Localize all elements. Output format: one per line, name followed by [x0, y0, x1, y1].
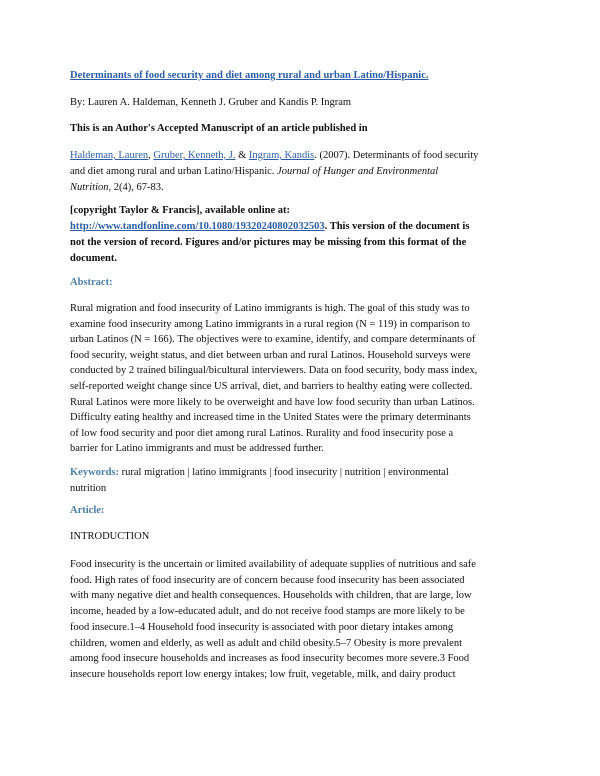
abstract-line: Rural migration and food insecurity of Latino immigrants is high. The goal of this study was to [70, 303, 470, 314]
citation-separator: & [235, 150, 249, 161]
abstract-heading: Abstract: [70, 277, 113, 288]
body-line: income, headed by a low-educated adult, and do not receive food stamps are more likely to be [70, 606, 465, 618]
copyright-line-4: document. [70, 253, 117, 264]
body-line: insecure households report low energy intakes; low fruit, vegetable, milk, and dairy product [70, 668, 456, 680]
abstract-line: conducted by 2 trained bilingual/bicultural interviewers. Data on food security, body mass index, [70, 365, 478, 377]
citation-line-2 [70, 164, 530, 180]
citation-title-cont: and diet among rural and urban Latino/Hispanic. [70, 166, 278, 177]
citation [70, 148, 530, 196]
keywords-line-1 [70, 465, 530, 481]
copyright-version-text: . This version of the document is [324, 221, 470, 232]
author-link-haldeman[interactable]: Haldeman, Lauren [70, 150, 149, 161]
journal-name: Journal of Hunger and Environmental [277, 166, 439, 177]
citation-volume: 2(4), 67-83. [111, 182, 164, 193]
abstract-line: food security, weight status, and diet between urban and rural Latinos. Household surveys were [70, 349, 471, 361]
body-line: children, women and elderly, as well as adult and child obesity.5–7 Obesity is more prevalent [70, 637, 462, 649]
article-heading: Article: [70, 505, 105, 516]
abstract-line: examine food insecurity among Latino immigrants in a rural region (N = 119) in comparison to [70, 318, 471, 330]
keywords-list: rural migration | latino immigrants | food insecurity | nutrition | environmental [119, 467, 449, 478]
introduction-body [70, 557, 530, 683]
introduction-heading: INTRODUCTION [70, 531, 150, 542]
abstract-line: Difficulty eating healthy and increased time in the United States were the primary determinants [70, 412, 471, 424]
abstract-line: Rural Latinos were more likely to be overweight and have low food security than urban Latinos. [70, 396, 475, 408]
copyright-line-2 [70, 219, 530, 235]
keywords [70, 465, 530, 497]
abstract-line: self-reported weight change since US arrival, diet, and barriers to healthy eating were collected. [70, 380, 473, 392]
accepted-manuscript-notice: This is an Author's Accepted Manuscript of an article published in [70, 123, 368, 134]
citation-line-1 [70, 148, 530, 164]
body-line: with many negative diet and health consequences. Households with children, that are large, low [70, 590, 472, 602]
abstract-line: of low food security and poor diet among rural Latinos. Rurality and food insecurity pose a [70, 427, 454, 439]
abstract-body [70, 301, 530, 457]
body-line: food. High rates of food insecurity are of concern because food insecurity has been associated [70, 574, 465, 586]
copyright-line-1: [copyright Taylor & Francis], available online at: [70, 205, 291, 216]
citation-separator: , [148, 150, 154, 161]
abstract-line: barrier for Latino immigrants and must be addressed further. [70, 443, 324, 455]
copyright-line-3: not the version of record. Figures and/or pictures may be missing from this format of the [70, 237, 467, 248]
body-line: food insecure.1–4 Household food insecurity is associated with poor dietary intakes among [70, 621, 454, 633]
body-line: Food insecurity is the uncertain or limited availability of adequate supplies of nutritious and safe [70, 559, 476, 570]
copyright-notice [70, 203, 530, 267]
citation-year-title: . (2007). Determinants of food security [314, 150, 479, 161]
doi-link[interactable]: http://www.tandfonline.com/10.1080/19320240802032503 [70, 221, 325, 232]
keywords-line-2: nutrition [70, 483, 107, 494]
author-link-ingram[interactable]: Ingram, Kandis [248, 150, 315, 161]
keywords-label: Keywords: [70, 467, 119, 478]
body-line: among food insecure households and increases as food insecurity becomes more severe.3 Food [70, 653, 470, 665]
abstract-line: urban Latinos (N = 166). The objectives were to examine, identify, and compare determinants of [70, 334, 476, 346]
byline: By: Lauren A. Haldeman, Kenneth J. Gruber and Kandis P. Ingram [70, 97, 352, 108]
journal-name-cont: Nutrition, [70, 182, 112, 193]
author-link-gruber[interactable]: Gruber, Kenneth, J. [153, 150, 236, 161]
article-title-link[interactable]: Determinants of food security and diet among rural and urban Latino/Hispanic. [70, 70, 429, 81]
citation-line-3 [70, 180, 530, 196]
